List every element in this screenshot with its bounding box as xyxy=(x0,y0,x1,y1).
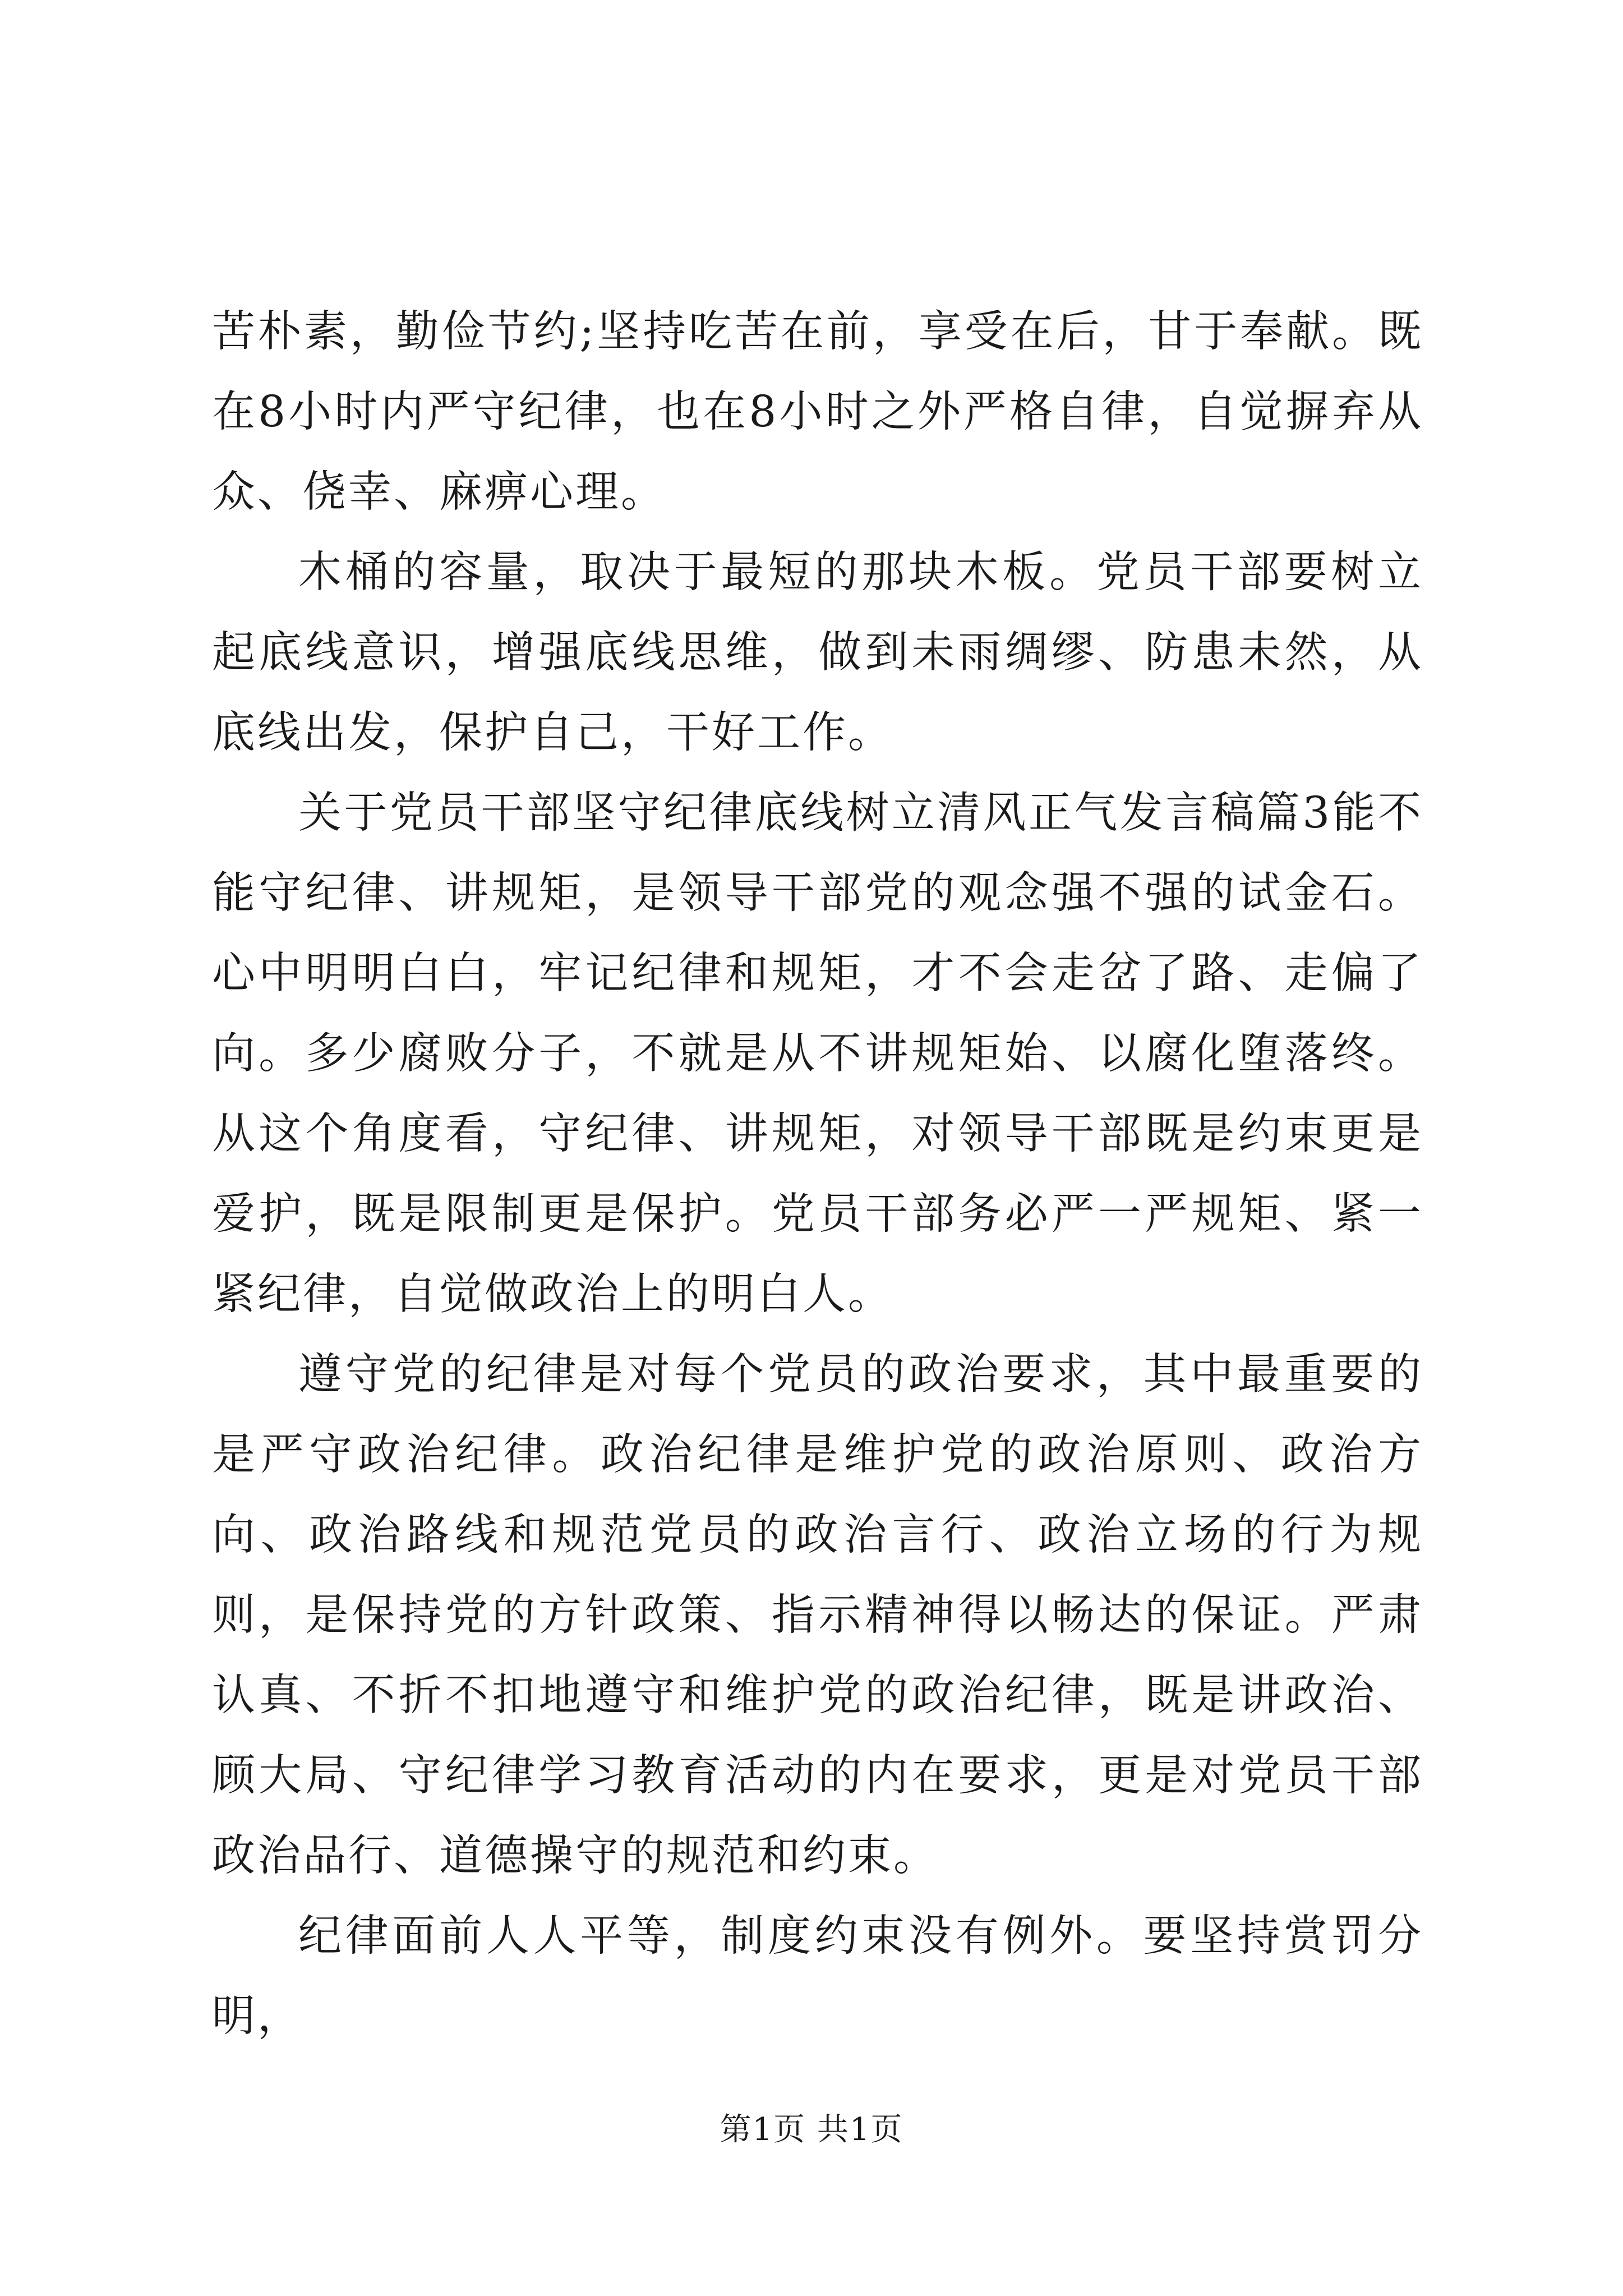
page-footer: 第1页 共1页 xyxy=(720,2111,903,2148)
paragraph-4: 遵守党的纪律是对每个党员的政治要求，其中最重要的是严守政治纪律。政治纪律是维护党的政治原则、政治方向、政治路线和规范党员的政治言行、政治立场的行为规则，是保持党的方针政策、指示精神得以畅达的保证。严肃认真、不折不扣地遵守和维护党的政治纪律，既是讲政治、顾大局、守纪律学习教育活动的内在要求，更是对党员干部政治品行、道德操守的规范和约束。 xyxy=(212,1350,1423,1881)
paragraph-1: 苦朴素，勤俭节约;坚持吃苦在前，享受在后，甘于奉献。既在8小时内严守纪律，也在8小时之外严格自律，自觉摒弃从众、侥幸、麻痹心理。 xyxy=(212,307,1423,517)
paragraph-3: 关于党员干部坚守纪律底线树立清风正气发言稿篇3能不能守纪律、讲规矩，是领导干部党的观念强不强的试金石。心中明明白白，牢记纪律和规矩，才不会走岔了路、走偏了向。多少腐败分子，不就是从不讲规矩始、以腐化堕落终。从这个角度看，守纪律、讲规矩，对领导干部既是约束更是爱护，既是限制更是保护。党员干部务必严一严规矩、紧一紧纪律，自觉做政治上的明白人。 xyxy=(212,788,1423,1319)
document-body xyxy=(212,292,1423,2056)
paragraph-2: 木桶的容量，取决于最短的那块木板。党员干部要树立起底线意识，增强底线思维，做到未雨绸缪、防患未然，从底线出发，保护自己，干好工作。 xyxy=(212,547,1423,758)
paragraph-5: 纪律面前人人平等，制度约束没有例外。要坚持赏罚分明， xyxy=(212,1911,1423,2041)
